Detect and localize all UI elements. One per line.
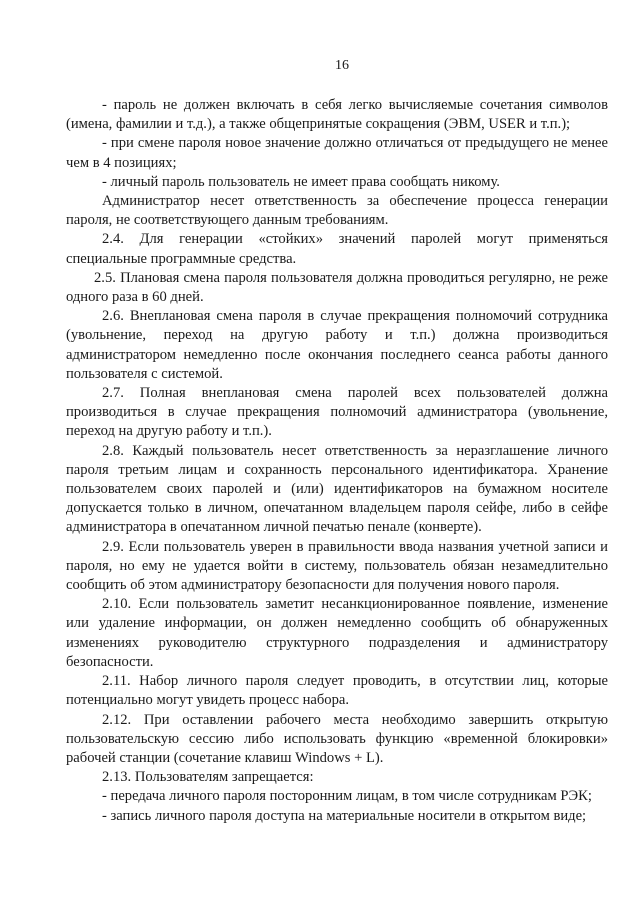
paragraph-2-9: 2.9. Если пользователь уверен в правильности ввода названия учетной записи и пароля, но ему не удается войти в систему, пользователь обязан незамедлительно сообщить об этом администратору безопасности для получения нового пароля. — [66, 538, 608, 594]
paragraph-2-6: 2.6. Внеплановая смена пароля в случае прекращения полномочий сотрудника (увольнение, переход на другую работу и т.п.) должна производиться администратором немедленно после окончания последнего сеанса работы данного пользователя с системой. — [66, 308, 608, 382]
paragraph-password-rule-2: - при смене пароля новое значение должно отличаться от предыдущего не менее чем в 4 позициях; — [66, 135, 608, 171]
paragraph-2-12: 2.12. При оставлении рабочего места необходимо завершить открытую пользовательскую сессию либо использовать функцию «временной блокировки» рабочей станции (сочетание клавиш Windows + L). — [66, 711, 608, 766]
paragraph-2-7: 2.7. Полная внеплановая смена паролей всех пользователей должна производиться в случае прекращения полномочий администратора (увольнение, переход на другую работу и т.п.). — [66, 385, 608, 440]
paragraph-prohibition-2: - запись личного пароля доступа на материальные носители в открытом виде; — [102, 807, 587, 824]
paragraph-2-11: 2.11. Набор личного пароля следует проводить, в отсутствии лиц, которые потенциально могут увидеть процесс набора. — [66, 673, 608, 709]
paragraph-admin-responsibility: Администратор несет ответственность за обеспечение процесса генерации пароля, не соответствующего данным требованиям. — [66, 193, 608, 229]
paragraph-2-13: 2.13. Пользователям запрещается: — [102, 769, 314, 786]
paragraph-2-8: 2.8. Каждый пользователь несет ответственность за неразглашение личного пароля третьим лицам и сохранность персонального идентификатора. Хранение пользователем своих паролей и (или) идентификаторов на бумажном носителе допускается только в личном, опечатанном владельцем пароля сейфе, либо в сейфе администратора в опечатанном личной печатью пенале (конверте). — [66, 442, 608, 536]
paragraph-prohibition-1: - передача личного пароля посторонним лицам, в том числе сотрудникам РЭК; — [102, 788, 592, 805]
paragraph-2-4: 2.4. Для генерации «стойких» значений паролей могут применяться специальные программные средства. — [66, 231, 608, 267]
paragraph-2-10: 2.10. Если пользователь заметит несанкционированное появление, изменение или удаление информации, он должен немедленно сообщить об обнаруженных изменениях руководителю структурного подразделения и администратору безопасности. — [66, 596, 608, 670]
paragraph-password-rule-3: - личный пароль пользователь не имеет права сообщать никому. — [102, 173, 500, 190]
paragraph-password-rule-1: - пароль не должен включать в себя легко вычисляемые сочетания символов (имена, фамилии и т.д.), а также общепринятые сокращения (ЭВМ, USER и т.п.); — [66, 97, 608, 133]
page-number: 16 — [335, 58, 349, 73]
paragraph-2-5: 2.5. Плановая смена пароля пользователя должна проводиться регулярно, не реже одного раза в 60 дней. — [66, 269, 608, 306]
